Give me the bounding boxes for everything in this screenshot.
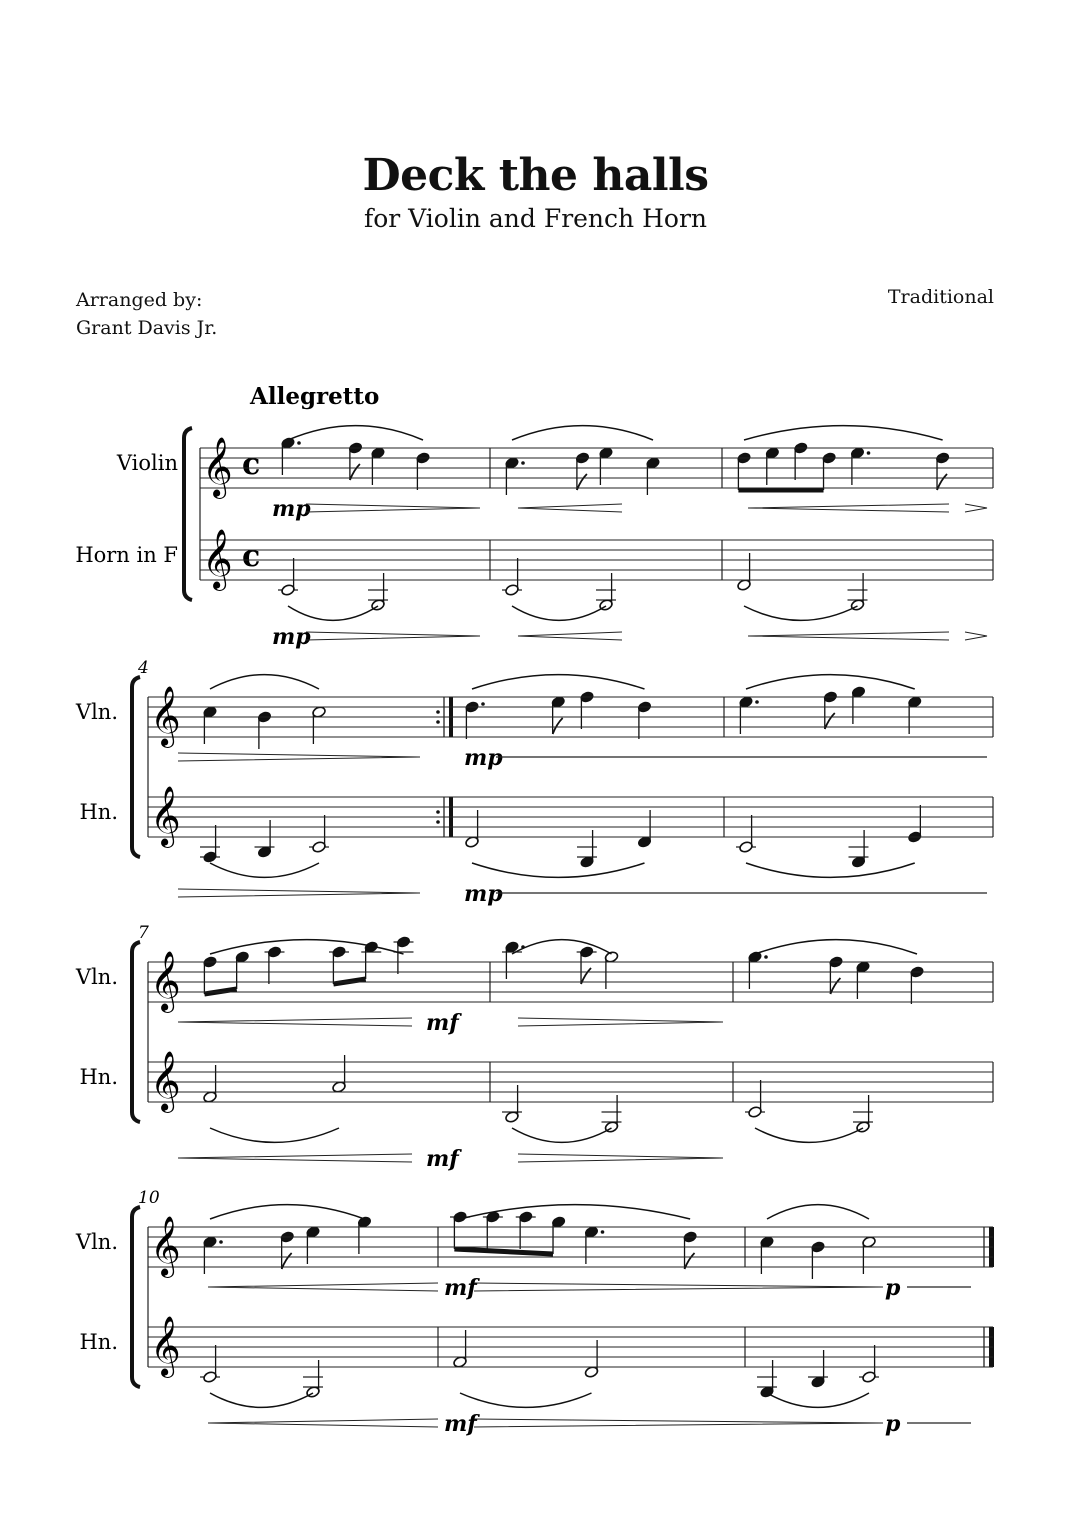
dynamic-marking: mp bbox=[464, 745, 503, 771]
time-signature: c bbox=[242, 447, 261, 482]
slur bbox=[767, 1205, 869, 1219]
system-bracket bbox=[132, 942, 140, 1122]
violin-label: Vln. bbox=[75, 1230, 118, 1254]
hairpin bbox=[208, 1419, 438, 1427]
slur bbox=[210, 1128, 339, 1142]
violin-note bbox=[577, 946, 597, 984]
treble-clef-icon: 𝄞 bbox=[150, 686, 181, 746]
slur bbox=[210, 863, 319, 877]
violin-note bbox=[760, 1236, 775, 1274]
violin-note bbox=[910, 966, 925, 1004]
horn-note bbox=[332, 1055, 347, 1093]
hairpin bbox=[178, 889, 420, 897]
dynamic-marking: p bbox=[885, 1275, 901, 1301]
horn-note bbox=[200, 825, 220, 863]
slur bbox=[755, 940, 917, 954]
slur bbox=[288, 606, 378, 620]
violin-note bbox=[265, 946, 285, 984]
violin-note bbox=[394, 936, 414, 974]
treble-clef-icon: 𝄞 bbox=[150, 951, 181, 1011]
hairpin bbox=[518, 504, 622, 512]
slur bbox=[210, 1393, 313, 1407]
violin-note bbox=[312, 706, 327, 744]
system-bracket bbox=[132, 677, 140, 857]
dynamic-marking: mf bbox=[426, 1146, 459, 1172]
slur bbox=[746, 863, 915, 877]
violin-staff bbox=[148, 686, 993, 748]
dynamic-marking: mp bbox=[272, 496, 311, 522]
system-3 bbox=[75, 923, 993, 1172]
violin-note bbox=[235, 951, 250, 989]
score-subtitle: for Violin and French Horn bbox=[363, 204, 707, 233]
beam bbox=[454, 1249, 553, 1254]
horn-staff bbox=[148, 786, 993, 848]
time-signature: c bbox=[242, 539, 261, 574]
slur bbox=[512, 1128, 612, 1142]
horn-note bbox=[907, 805, 922, 843]
system-bracket bbox=[132, 1207, 140, 1387]
horn-staff bbox=[200, 529, 993, 591]
hairpin bbox=[965, 504, 987, 512]
horn-note bbox=[808, 1350, 828, 1388]
violin-staff bbox=[200, 437, 993, 499]
horn-label: Hn. bbox=[79, 1330, 118, 1354]
horn-note bbox=[502, 558, 522, 596]
violin-staff bbox=[148, 951, 993, 1013]
horn-note bbox=[200, 1345, 220, 1383]
horn-note bbox=[853, 1095, 873, 1133]
horn-note bbox=[849, 830, 869, 868]
violin-note bbox=[765, 447, 780, 485]
slur bbox=[210, 1205, 365, 1219]
violin-note bbox=[850, 447, 870, 485]
hairpin bbox=[518, 1018, 723, 1026]
violin-note bbox=[793, 442, 808, 480]
violin-note bbox=[829, 956, 844, 994]
slur bbox=[210, 675, 319, 689]
hairpin bbox=[748, 632, 949, 640]
hairpin bbox=[518, 1154, 723, 1162]
violin-note bbox=[257, 711, 272, 749]
violin-note bbox=[357, 1216, 372, 1254]
slur bbox=[472, 675, 645, 689]
horn-note bbox=[577, 830, 597, 868]
violin-note bbox=[551, 1216, 566, 1254]
violin-note bbox=[580, 691, 595, 729]
hairpin bbox=[474, 1419, 883, 1427]
horn-note bbox=[848, 573, 868, 611]
dynamic-marking: p bbox=[885, 1411, 901, 1437]
violin-note bbox=[646, 457, 661, 495]
dynamic-marking: mf bbox=[444, 1411, 477, 1437]
horn-note bbox=[255, 820, 275, 858]
violin-note bbox=[862, 1236, 877, 1274]
horn-note bbox=[637, 810, 652, 848]
violin-note bbox=[371, 447, 386, 485]
composer: Traditional bbox=[887, 286, 994, 308]
violin-label: Vln. bbox=[75, 700, 118, 724]
horn-note bbox=[757, 1360, 777, 1398]
slur bbox=[744, 606, 858, 620]
violin-note bbox=[450, 1211, 470, 1249]
dynamic-marking: mf bbox=[426, 1010, 459, 1036]
dynamic-marking: mp bbox=[272, 624, 311, 650]
score-title: Deck the halls bbox=[362, 150, 709, 201]
violin-note bbox=[329, 946, 349, 984]
dynamic-marking: mp bbox=[464, 881, 503, 907]
arranger-name: Grant Davis Jr. bbox=[76, 317, 218, 339]
violin-note bbox=[907, 696, 922, 734]
hairpin bbox=[306, 632, 480, 640]
tempo-marking: Allegretto bbox=[250, 383, 380, 410]
horn-note bbox=[303, 1360, 323, 1398]
violin-note bbox=[306, 1226, 321, 1264]
treble-clef-icon: 𝄞 bbox=[202, 437, 233, 497]
horn-label: Hn. bbox=[79, 800, 118, 824]
hairpin bbox=[965, 632, 987, 640]
horn-note bbox=[368, 573, 388, 611]
violin-note bbox=[851, 686, 866, 724]
violin-note bbox=[203, 706, 218, 744]
hairpin bbox=[178, 753, 420, 761]
measure-number: 10 bbox=[138, 1188, 160, 1208]
horn-note bbox=[745, 1080, 765, 1118]
horn-note bbox=[278, 558, 298, 596]
horn-note bbox=[602, 1095, 622, 1133]
horn-note bbox=[453, 1330, 468, 1368]
horn-note bbox=[859, 1345, 879, 1383]
violin-note bbox=[748, 951, 768, 989]
horn-note bbox=[596, 573, 616, 611]
treble-clef-icon: 𝄞 bbox=[202, 529, 233, 589]
hairpin bbox=[208, 1283, 438, 1291]
system-bracket bbox=[184, 428, 192, 600]
treble-clef-icon: 𝄞 bbox=[150, 1051, 181, 1111]
violin-note bbox=[856, 961, 871, 999]
slur bbox=[460, 1393, 592, 1407]
slur bbox=[512, 606, 606, 620]
violin-note bbox=[584, 1226, 604, 1264]
slur bbox=[755, 1128, 863, 1142]
violin-note bbox=[348, 442, 363, 480]
violin-note bbox=[280, 1231, 295, 1269]
horn-note bbox=[737, 553, 752, 591]
horn-note bbox=[203, 1065, 218, 1103]
system-4 bbox=[75, 1188, 994, 1437]
violin-note bbox=[935, 452, 950, 490]
horn-note bbox=[465, 810, 480, 848]
violin-note bbox=[737, 452, 752, 490]
violin-note bbox=[203, 956, 218, 994]
measure-number: 7 bbox=[138, 923, 149, 943]
treble-clef-icon: 𝄞 bbox=[150, 1216, 181, 1276]
violin-note bbox=[823, 691, 838, 729]
horn-label: Horn in F bbox=[75, 543, 178, 567]
hairpin bbox=[518, 632, 622, 640]
horn-staff bbox=[148, 1316, 993, 1378]
system-2 bbox=[75, 658, 993, 907]
hairpin bbox=[178, 1018, 412, 1026]
slur bbox=[472, 863, 645, 877]
violin-note bbox=[516, 1211, 536, 1249]
violin-note bbox=[811, 1241, 826, 1279]
horn-note bbox=[584, 1340, 599, 1378]
violin-note bbox=[739, 696, 759, 734]
measure-number: 4 bbox=[138, 658, 149, 678]
violin-label: Violin bbox=[116, 451, 178, 475]
slur bbox=[512, 426, 653, 440]
hairpin bbox=[474, 1283, 883, 1291]
horn-staff bbox=[148, 1051, 993, 1113]
violin-note bbox=[483, 1211, 503, 1249]
slur bbox=[746, 675, 915, 689]
violin-note bbox=[416, 452, 431, 490]
slur bbox=[767, 1393, 869, 1407]
hairpin bbox=[748, 504, 949, 512]
slur bbox=[744, 426, 943, 440]
staff-systems bbox=[75, 426, 994, 1437]
horn-note bbox=[309, 815, 329, 853]
violin-note bbox=[599, 447, 614, 485]
horn-note bbox=[736, 815, 756, 853]
hairpin bbox=[306, 504, 480, 512]
treble-clef-icon: 𝄞 bbox=[150, 786, 181, 846]
violin-note bbox=[683, 1231, 698, 1269]
violin-note bbox=[465, 701, 485, 739]
violin-note bbox=[502, 941, 525, 979]
arranger-label: Arranged by: bbox=[76, 289, 203, 311]
dynamic-marking: mf bbox=[444, 1275, 477, 1301]
violin-note bbox=[505, 457, 525, 495]
violin-note bbox=[551, 696, 566, 734]
violin-note bbox=[637, 701, 652, 739]
violin-note bbox=[281, 437, 301, 475]
violin-label: Vln. bbox=[75, 965, 118, 989]
hairpin bbox=[178, 1154, 412, 1162]
horn-note bbox=[502, 1085, 522, 1123]
violin-note bbox=[575, 452, 590, 490]
violin-staff bbox=[148, 1216, 993, 1278]
violin-note bbox=[203, 1236, 223, 1274]
slur bbox=[288, 426, 423, 440]
violin-note bbox=[604, 951, 619, 989]
treble-clef-icon: 𝄞 bbox=[150, 1316, 181, 1376]
violin-note bbox=[822, 452, 837, 490]
horn-label: Hn. bbox=[79, 1065, 118, 1089]
